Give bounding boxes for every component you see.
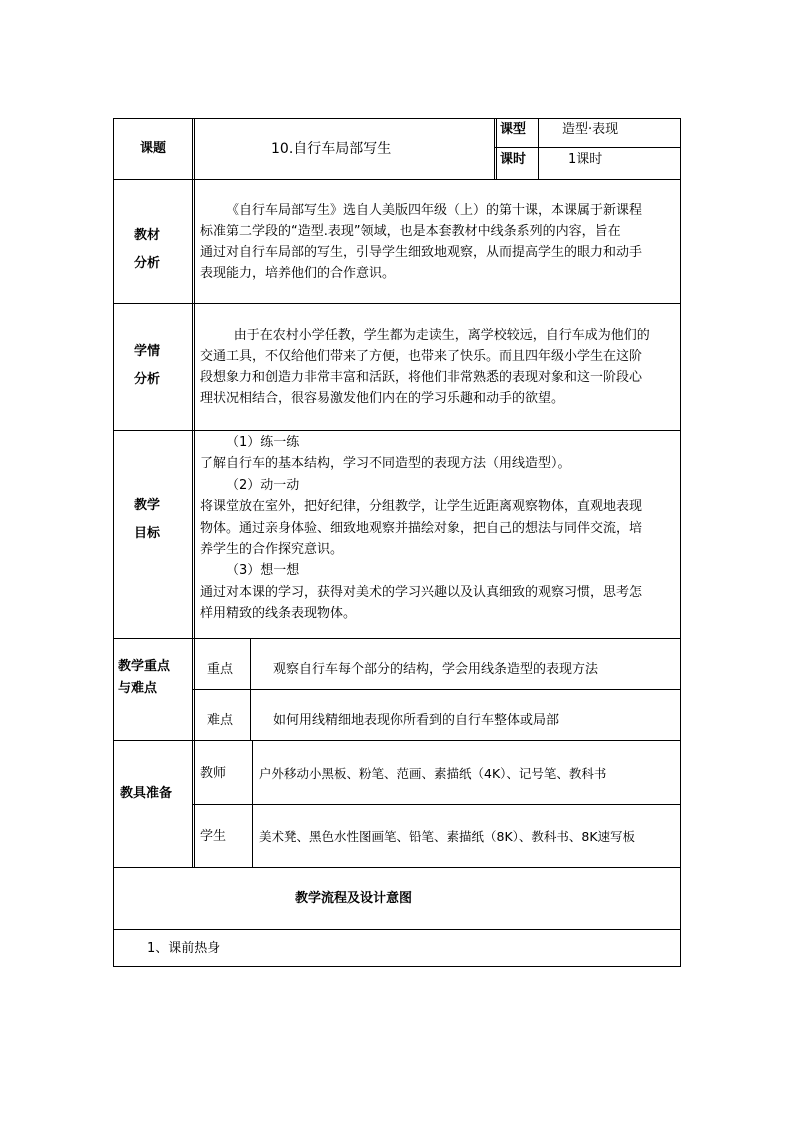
focus-text: 观察自行车每个部分的结构，学会用线条造型的表现方法: [273, 662, 599, 677]
material-label-line1: 教材: [134, 228, 161, 243]
goal-line: 样用精致的线条表现物体。: [200, 606, 357, 622]
difficulty-label: 难点: [207, 713, 234, 728]
teaching-goals-label: [134, 492, 160, 548]
material-line: 表现能力，培养他们的合作意识。: [200, 266, 396, 281]
student-tools-text: 美术凳、黑色水性图画笔、铅笔、素描纸（8K）、教科书、8K速写板: [259, 829, 636, 844]
teacher-label: 教师: [200, 766, 227, 781]
table-divider: [113, 303, 681, 304]
goal-heading: （3）想一想: [226, 563, 300, 579]
goal-line: 将课堂放在室外，把好纪律，分组教学，让学生近距离观察物体，直观地表现: [200, 499, 643, 515]
goal-line: 物体。通过亲身体验、细致地观察并描绘对象，把自己的想法与同伴交流，培: [200, 520, 643, 536]
table-divider: [113, 929, 681, 930]
subject-value: 10.自行车局部写生: [271, 141, 392, 157]
table-divider: [113, 638, 681, 639]
material-label-line2: 分析: [134, 256, 161, 271]
subject-label: 课题: [140, 141, 167, 156]
table-divider: [113, 740, 681, 741]
table-column-divider: [496, 118, 497, 180]
table-border-bottom: [113, 966, 681, 967]
student-analysis-label: [134, 338, 160, 394]
table-divider: [113, 179, 681, 180]
table-divider: [113, 430, 681, 431]
table-border-left: [113, 118, 114, 967]
process-title: 教学流程及设计意图: [295, 891, 413, 906]
goal-heading: （2）动一动: [226, 477, 300, 493]
goal-line: 养学生的合作探究意识。: [200, 542, 344, 558]
student-label: 学生: [200, 829, 227, 844]
goal-line: 通过对本课的学习，获得对美术的学习兴趣以及认真细致的观察习惯，思考怎: [200, 584, 643, 600]
students-label-line2: 分析: [134, 372, 161, 387]
material-line: 标准第二学段的“造型.表现”领域，也是本套教材中线条系列的内容，旨在: [200, 224, 621, 239]
table-column-divider: [250, 638, 251, 741]
lesson-type-value: 造型·表现: [562, 122, 619, 137]
material-line: 《自行车局部写生》选自人美版四年级（上）的第十课，本课属于新课程: [226, 203, 643, 218]
teaching-tools-label: 教具准备: [120, 786, 173, 801]
table-divider: [494, 147, 681, 148]
key-points-label: [118, 656, 170, 700]
table-divider: [113, 867, 681, 868]
goal-heading: （1）练一练: [226, 435, 300, 450]
teacher-tools-text: 户外移动小黑板、粉笔、范画、素描纸（4K）、记号笔、教科书: [259, 766, 607, 781]
lesson-type-label: 课型: [500, 122, 527, 137]
focus-label: 重点: [207, 662, 234, 677]
table-column-divider: [192, 118, 193, 868]
material-line: 通过对自行车局部的写生，引导学生细致地观察，从而提高学生的眼力和动手: [200, 245, 643, 260]
students-label-line1: 学情: [134, 344, 161, 359]
lesson-hours-value: 1课时: [568, 152, 603, 167]
table-border-right: [680, 118, 681, 967]
students-line: 理状况相结合，很容易激发他们内在的学习乐趣和动手的欲望。: [200, 391, 565, 406]
students-line: 由于在农村小学任教，学生都为走读生，离学校较远，自行车成为他们的: [233, 328, 650, 343]
goal-line: 了解自行车的基本结构，学习不同造型的表现方法（用线造型）。: [200, 456, 571, 472]
table-border-top: [113, 118, 681, 119]
table-column-divider: [494, 118, 495, 180]
material-analysis-label: [134, 222, 160, 278]
process-first-step: 1、课前热身: [147, 941, 221, 956]
keypoints-label-line2: 与难点: [118, 681, 158, 696]
keypoints-label-line1: 教学重点: [118, 659, 171, 674]
material-analysis-text: [200, 200, 678, 284]
table-column-divider: [194, 118, 195, 868]
goals-label-line1: 教学: [134, 498, 161, 513]
students-line: 交通工具，不仅给他们带来了方便，也带来了快乐。而且四年级小学生在这阶: [200, 349, 643, 364]
table-divider: [193, 689, 681, 690]
student-analysis-text: [200, 325, 678, 409]
table-column-divider: [538, 118, 539, 180]
students-line: 段想象力和创造力非常丰富和活跃，将他们非常熟悉的表现对象和这一阶段心: [200, 370, 643, 385]
lesson-hours-label: 课时: [500, 152, 527, 167]
goals-label-line2: 目标: [134, 526, 161, 541]
difficulty-text: 如何用线精细地表现你所看到的自行车整体或局部: [273, 713, 560, 728]
table-column-divider: [252, 740, 253, 868]
table-divider: [193, 804, 681, 805]
teaching-goals-text: [200, 432, 678, 625]
